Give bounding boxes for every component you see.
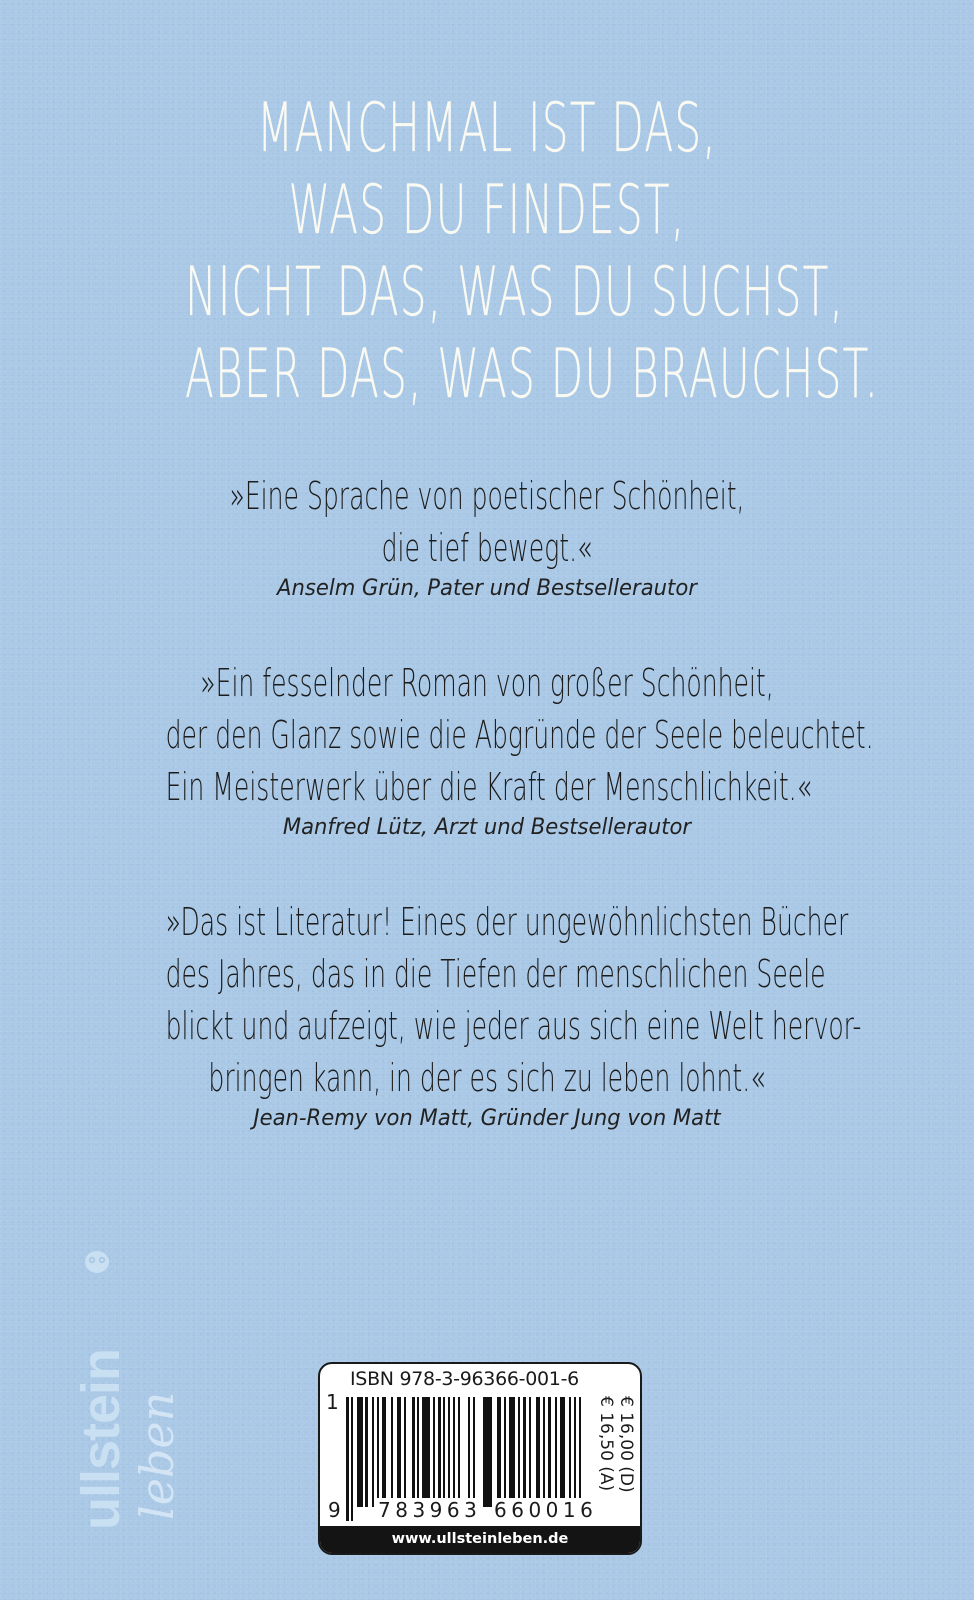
quote-line: blickt und aufzeigt, wie jeder aus sich eine Welt hervor-: [165, 1004, 862, 1048]
quote-line: »Das ist Literatur! Eines der ungewöhnlichsten Bücher: [165, 900, 849, 944]
quote-line: »Eine Sprache von poetischer Schönheit,: [229, 474, 745, 518]
headline: [0, 88, 974, 416]
headline-line: WAS DU FINDEST,: [288, 171, 686, 250]
quote-author: Jean-Remy von Matt, Gründer Jung von Matt: [253, 1106, 721, 1131]
price-germany: € 16,00 (D): [616, 1396, 636, 1493]
quote-line: des Jahres, das in die Tiefen der menschlichen Seele: [165, 952, 826, 996]
owl-icon: [82, 1248, 112, 1274]
quote-line: »Ein fesselnder Roman von großer Schönheit,: [200, 661, 774, 705]
publisher-imprint: leben: [130, 1391, 184, 1520]
quote-line: der den Glanz sowie die Abgründe der Seele beleuchtet.: [165, 713, 874, 757]
barcode-digits: [324, 1498, 604, 1524]
quote-line: bringen kann, in der es sich zu leben lohnt.«: [208, 1056, 766, 1100]
price-austria: € 16,50 (A): [596, 1396, 616, 1492]
barcode-box: [318, 1362, 642, 1555]
isbn-label: ISBN 978-3-96366-001-6: [350, 1368, 579, 1390]
quote-author: Anselm Grün, Pater und Bestsellerautor: [277, 576, 697, 601]
quote-line: Ein Meisterwerk über die Kraft der Menschlichkeit.«: [165, 765, 812, 809]
headline-line: NICHT DAS, WAS DU SUCHST,: [185, 253, 845, 332]
headline-line: MANCHMAL IST DAS,: [256, 89, 718, 168]
barcode-addon-digit: 1: [326, 1390, 339, 1414]
quote-line: die tief bewegt.«: [381, 526, 593, 570]
blurb-quote: [0, 657, 974, 843]
blurb-quote: [0, 470, 974, 604]
quote-author: Manfred Lütz, Arzt und Bestsellerautor: [282, 815, 692, 840]
publisher-name: ullstein: [71, 1348, 131, 1530]
barcode-first-digit: 9: [328, 1498, 341, 1522]
publisher-url: www.ullsteinleben.de: [320, 1526, 640, 1553]
publisher-logo: [70, 1230, 184, 1550]
headline-line: ABER DAS, WAS DU BRAUCHST.: [185, 335, 880, 414]
barcode-group-1: 783963: [378, 1498, 482, 1522]
blurb-quote: [0, 896, 974, 1134]
barcode-group-2: 660016: [494, 1498, 598, 1522]
